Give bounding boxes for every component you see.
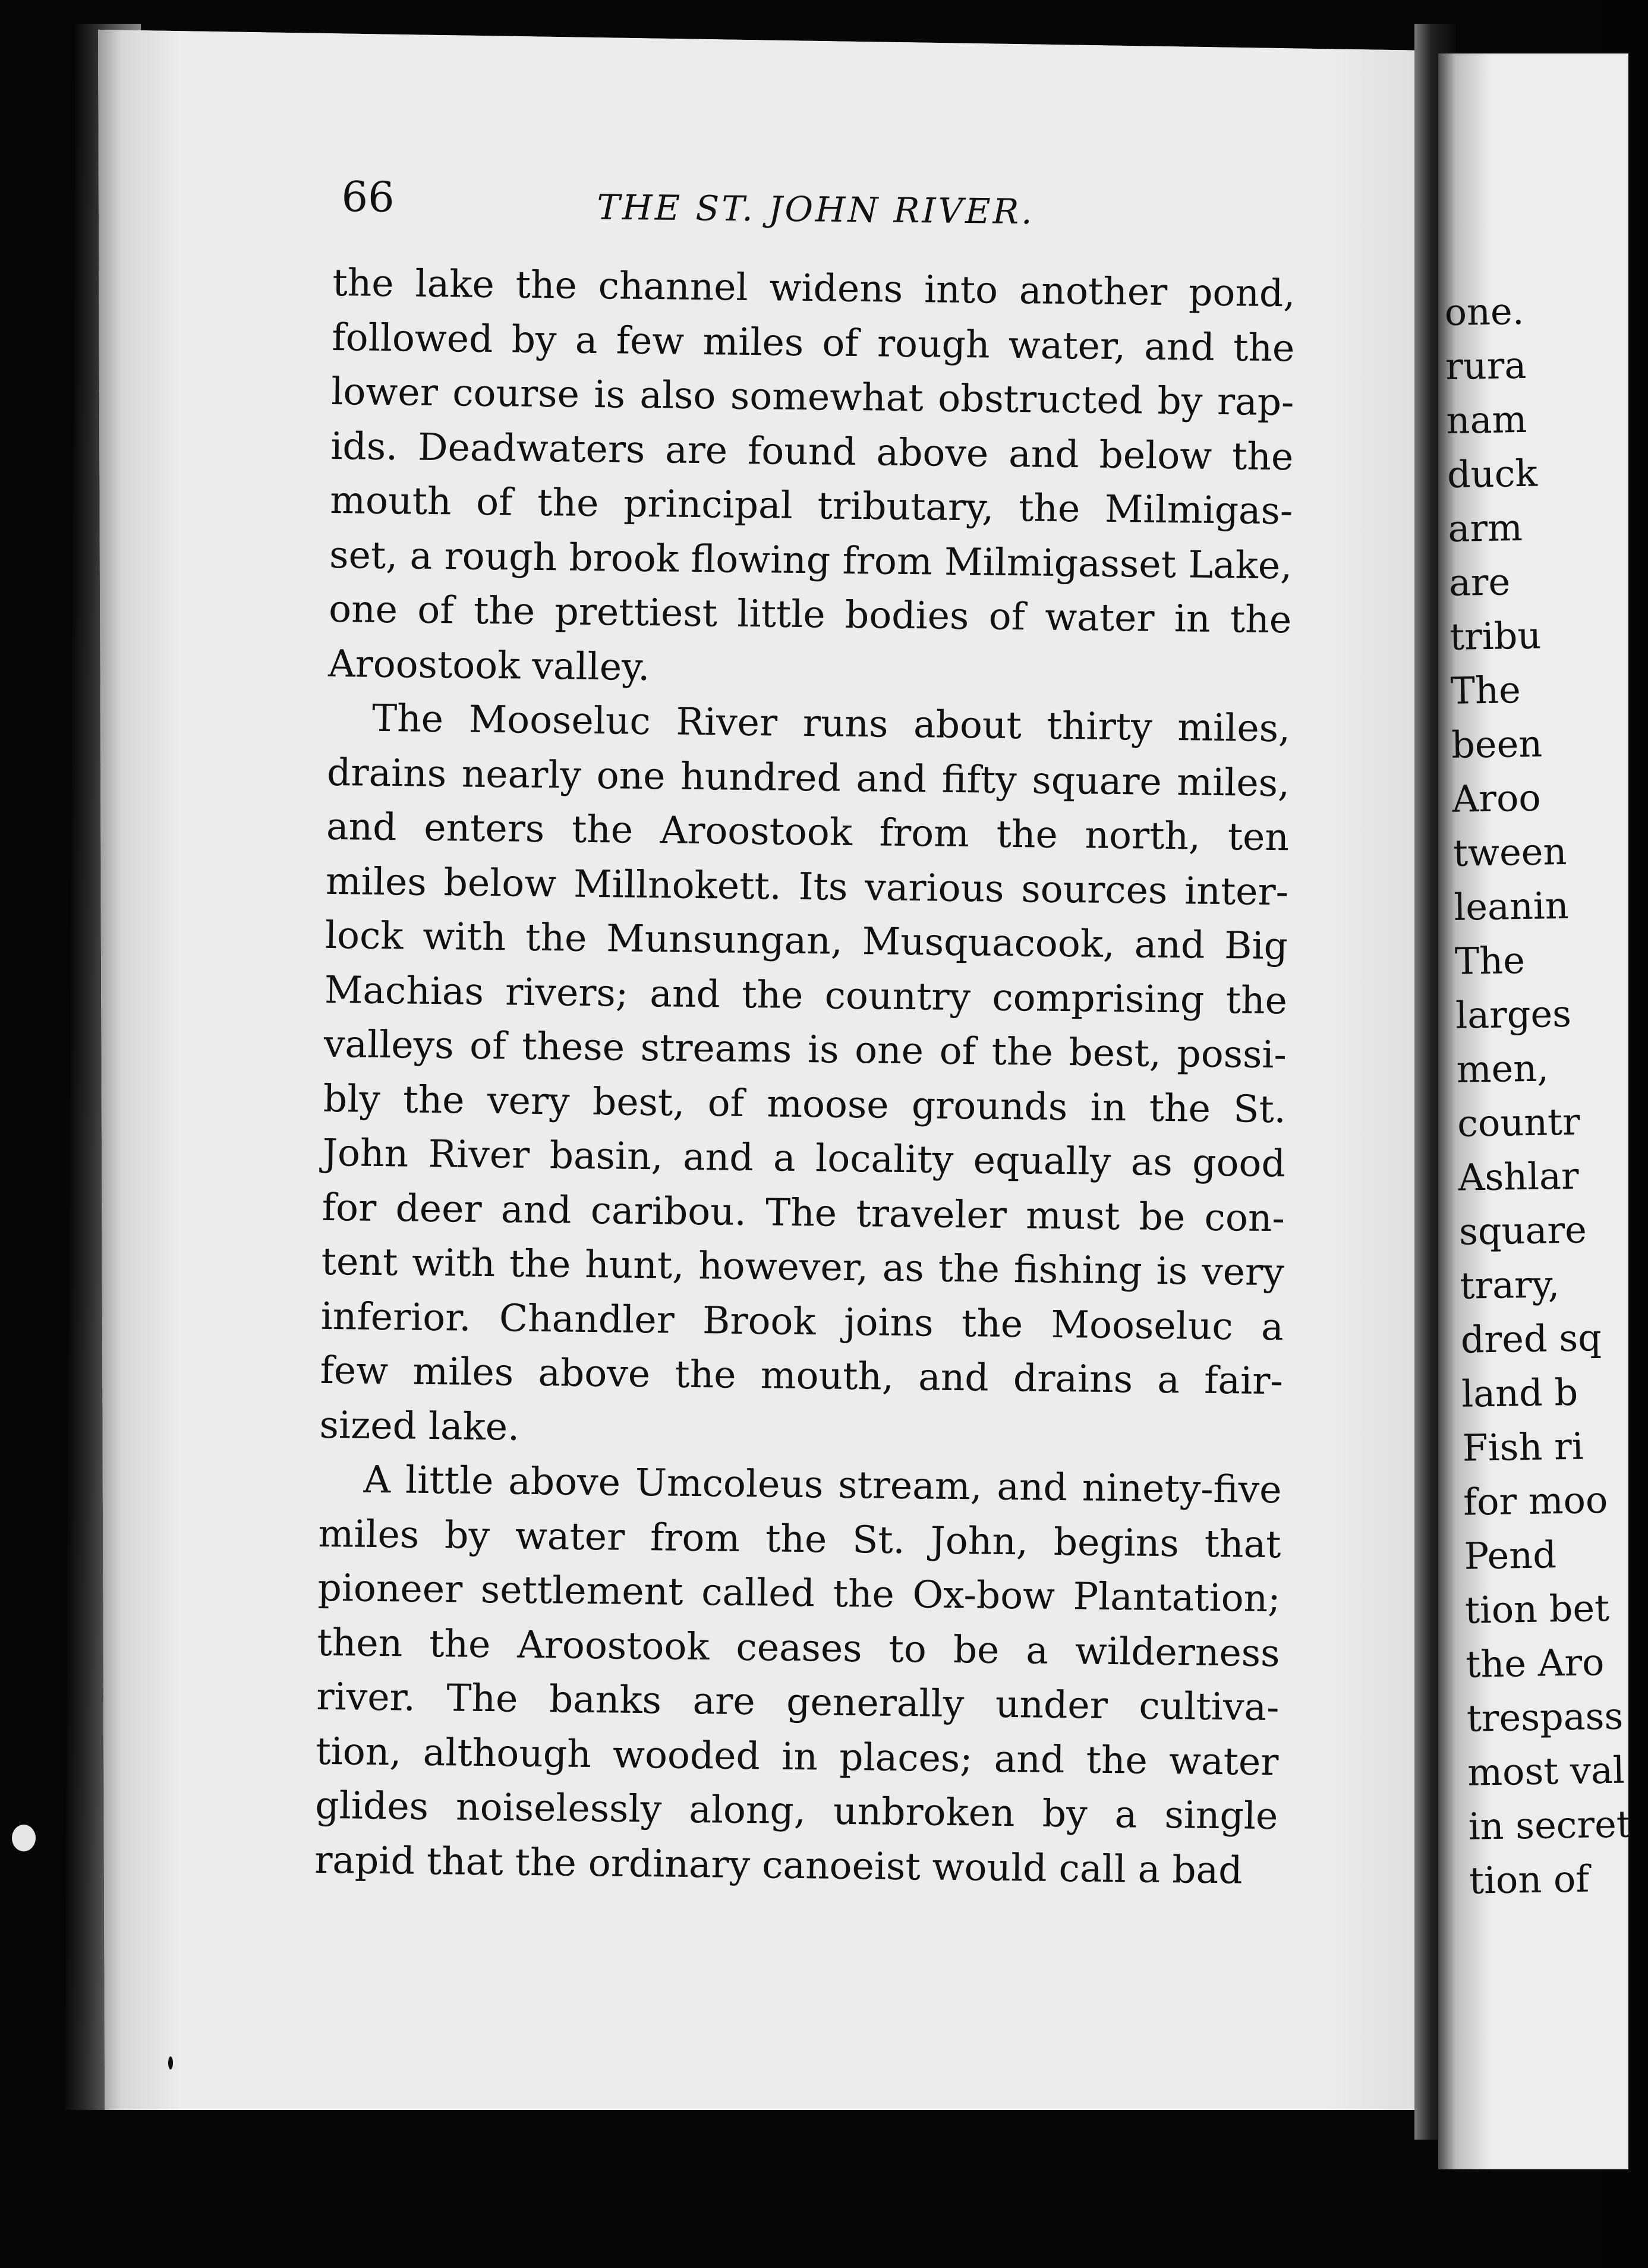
facing-page-line: square bbox=[1458, 1208, 1587, 1253]
text-line: The Mooseluc River runs about thirty miles, bbox=[371, 696, 1291, 751]
facing-page-line: dred sq bbox=[1460, 1316, 1602, 1362]
facing-page-line: larges bbox=[1455, 991, 1572, 1037]
text-line: inferior. Chandler Brook joins the Mooseluc a bbox=[320, 1294, 1284, 1349]
text-line: ids. Deadwaters are found above and below the bbox=[330, 424, 1294, 478]
text-line: set, a rough brook flowing from Milmigasset Lake, bbox=[329, 533, 1293, 587]
text-line: lower course is also somewhat obstructed by rap- bbox=[330, 369, 1294, 424]
facing-page-line: one. bbox=[1444, 289, 1524, 334]
facing-page-line: for moo bbox=[1463, 1478, 1608, 1524]
facing-page-line: tion bet bbox=[1464, 1586, 1610, 1632]
facing-page-line: nam bbox=[1446, 397, 1527, 442]
facing-page-line: Aroo bbox=[1452, 776, 1542, 821]
facing-page-line: countr bbox=[1457, 1100, 1581, 1145]
page-header bbox=[341, 172, 1055, 234]
text-line: miles by water from the St. John, begins that bbox=[318, 1511, 1281, 1566]
text-line: bly the very best, of moose grounds in the St. bbox=[323, 1076, 1287, 1131]
text-line: the lake the channel widens into another pond, bbox=[332, 260, 1296, 316]
facing-page-line: Ashlar bbox=[1458, 1154, 1580, 1199]
page-number: 66 bbox=[341, 172, 395, 222]
paragraph bbox=[314, 1452, 1282, 1898]
facing-page-line: rura bbox=[1445, 343, 1527, 388]
text-line: mouth of the principal tributary, the Milmigas- bbox=[329, 478, 1293, 533]
facing-page-line: in secret bbox=[1468, 1802, 1632, 1848]
text-line: glides noiselessly along, unbroken by a single bbox=[315, 1783, 1278, 1838]
text-line: Aroostook valley. bbox=[327, 641, 650, 689]
text-line: one of the prettiest little bodies of water in the bbox=[328, 587, 1292, 642]
text-line: valleys of these streams is one of the best, possi- bbox=[323, 1022, 1287, 1077]
facing-page-line: most val bbox=[1467, 1748, 1625, 1794]
facing-page-line: land b bbox=[1461, 1370, 1578, 1416]
body-text bbox=[314, 256, 1296, 1898]
text-line: Machias rivers; and the country comprising the bbox=[324, 968, 1288, 1022]
text-line: drains nearly one hundred and fifty square miles, bbox=[326, 750, 1290, 805]
text-line: and enters the Aroostook from the north, ten bbox=[326, 804, 1290, 859]
text-line: pioneer settlement called the Ox-bow Plantation; bbox=[317, 1565, 1281, 1621]
facing-page-line: Fish ri bbox=[1462, 1424, 1584, 1470]
facing-page-line: Pend bbox=[1464, 1533, 1557, 1578]
facing-page-line: The bbox=[1454, 938, 1526, 983]
paper-speck bbox=[12, 1825, 36, 1851]
facing-page-text bbox=[1444, 282, 1648, 1907]
facing-page-line: tribu bbox=[1449, 613, 1542, 659]
facing-page-line: duck bbox=[1447, 451, 1538, 496]
text-line: lock with the Munsungan, Musquacook, and Big bbox=[324, 913, 1288, 968]
facing-page-line: are bbox=[1448, 560, 1511, 604]
facing-page-line: trary, bbox=[1459, 1262, 1560, 1308]
text-line: rapid that the ordinary canoeist would call a bad bbox=[314, 1838, 1243, 1892]
facing-page-line: the Aro bbox=[1465, 1640, 1605, 1686]
text-line: few miles above the mouth, and drains a fair- bbox=[320, 1348, 1284, 1403]
text-line: John River basin, and a locality equally as good bbox=[322, 1130, 1286, 1186]
text-line: followed by a few miles of rough water, and the bbox=[332, 315, 1295, 370]
facing-page-line: been bbox=[1451, 722, 1543, 767]
text-line: then the Aroostook ceases to be a wilderness bbox=[317, 1620, 1280, 1675]
paragraph bbox=[319, 691, 1290, 1463]
facing-page-line: trespass bbox=[1466, 1694, 1624, 1740]
text-line: tent with the hunt, however, as the fishing is very bbox=[321, 1239, 1285, 1294]
text-line: river. The banks are generally under cultiva- bbox=[316, 1674, 1280, 1730]
running-title: THE ST. JOHN RIVER. bbox=[597, 187, 1035, 232]
facing-page-line: tion of bbox=[1469, 1857, 1590, 1902]
text-line: sized lake. bbox=[319, 1403, 520, 1449]
text-line: A little above Umcoleus stream, and ninety-five bbox=[363, 1457, 1282, 1512]
text-line: miles below Millnokett. Its various sources inter- bbox=[325, 859, 1289, 914]
text-line: for deer and caribou. The traveler must be con- bbox=[322, 1185, 1285, 1240]
facing-page-line: men, bbox=[1456, 1046, 1549, 1091]
text-line: tion, although wooded in places; and the water bbox=[316, 1729, 1279, 1784]
ink-speck bbox=[168, 2056, 173, 2069]
facing-page-line: tween bbox=[1452, 829, 1567, 875]
facing-page-line: arm bbox=[1447, 505, 1523, 550]
paragraph bbox=[328, 256, 1296, 701]
facing-page-line: The bbox=[1450, 668, 1521, 713]
facing-page-line: leanin bbox=[1453, 883, 1570, 929]
